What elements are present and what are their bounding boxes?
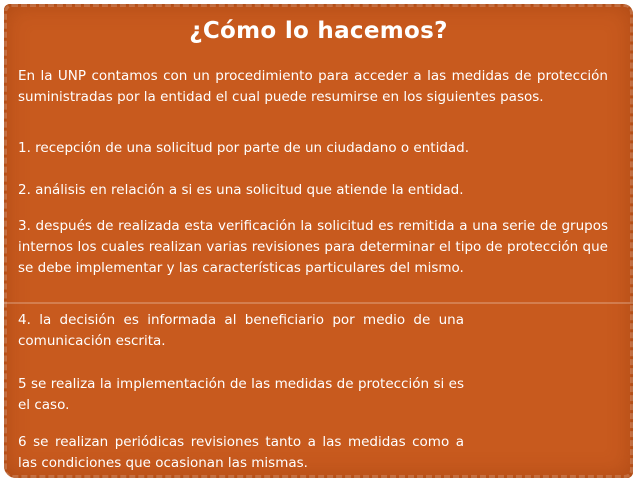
step-1: 1. recepción de una solicitud por parte de un ciudadano o entidad.	[18, 140, 470, 156]
step-5: 5 se realiza la implementación de las medidas de protección si es el caso.	[18, 376, 464, 413]
step-6: 6 se realizan periódicas revisiones tanto a las medidas como a las condiciones que ocasionan las mismas.	[18, 434, 464, 471]
intro-paragraph: En la UNP contamos con un procedimiento para acceder a las medidas de protección suministradas por la entidad el cual puede resumirse en los siguientes pasos.	[18, 68, 608, 105]
section-divider	[4, 302, 633, 304]
step-4: 4. la decisión es informada al beneficiario por medio de una comunicación escrita.	[18, 312, 464, 349]
step-2: 2. análisis en relación a si es una solicitud que atiende la entidad.	[18, 182, 464, 198]
step-3: 3. después de realizada esta verificación la solicitud es remitida a una serie de grupos internos los cuales realizan varias revisiones para determinar el tipo de protección que se debe implementar y las características particulares del mismo.	[18, 218, 608, 276]
card-title: ¿Cómo lo hacemos?	[189, 18, 448, 44]
info-card	[4, 4, 633, 478]
